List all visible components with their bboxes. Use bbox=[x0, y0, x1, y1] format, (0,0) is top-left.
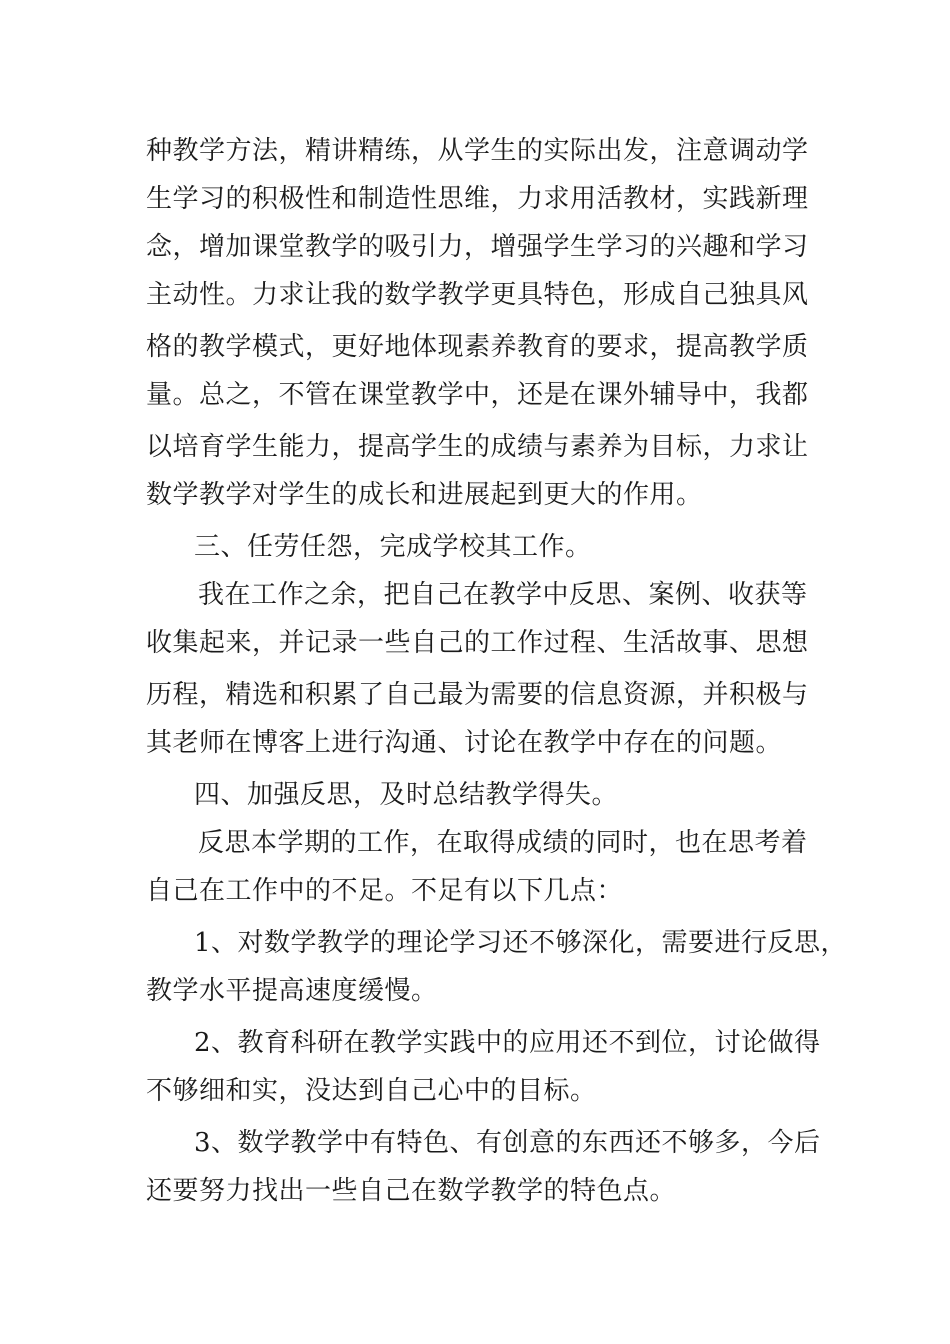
body-line: 量。总之，不管在课堂教学中，还是在课外辅导中，我都 bbox=[146, 380, 809, 410]
section-heading: 四、加强反思，及时总结教学得失。 bbox=[194, 780, 619, 810]
body-line: 以培育学生能力，提高学生的成绩与素养为目标，力求让 bbox=[146, 432, 809, 462]
list-item: 2、教育科研在教学实践中的应用还不到位，讨论做得 bbox=[194, 1028, 821, 1058]
body-line: 收集起来，并记录一些自己的工作过程、生活故事、思想 bbox=[146, 628, 809, 658]
body-line: 主动性。力求让我的数学教学更具特色，形成自己独具风 bbox=[146, 280, 809, 310]
body-line: 教学水平提高速度缓慢。 bbox=[146, 976, 438, 1006]
body-line: 我在工作之余，把自己在教学中反思、案例、收获等 bbox=[198, 580, 808, 610]
body-line: 历程，精选和积累了自己最为需要的信息资源，并积极与 bbox=[146, 680, 809, 710]
body-line: 种教学方法，精讲精练，从学生的实际出发，注意调动学 bbox=[146, 136, 809, 166]
body-line: 反思本学期的工作，在取得成绩的同时，也在思考着 bbox=[198, 828, 808, 858]
section-heading: 三、任劳任怨，完成学校其工作。 bbox=[194, 532, 592, 562]
list-item: 3、数学教学中有特色、有创意的东西还不够多，今后 bbox=[194, 1128, 821, 1158]
body-line: 其老师在博客上进行沟通、讨论在教学中存在的问题。 bbox=[146, 728, 783, 758]
body-line: 不够细和实，没达到自己心中的目标。 bbox=[146, 1076, 597, 1106]
body-line: 念，增加课堂教学的吸引力，增强学生学习的兴趣和学习 bbox=[146, 232, 809, 262]
body-line: 格的教学模式，更好地体现素养教育的要求，提高教学质 bbox=[146, 332, 809, 362]
list-item: 1、对数学教学的理论学习还不够深化，需要进行反思， bbox=[194, 928, 848, 958]
body-line: 生学习的积极性和制造性思维，力求用活教材，实践新理 bbox=[146, 184, 809, 214]
body-line: 自己在工作中的不足。不足有以下几点： bbox=[146, 876, 624, 906]
body-line: 还要努力找出一些自己在数学教学的特色点。 bbox=[146, 1176, 677, 1206]
body-line: 数学教学对学生的成长和进展起到更大的作用。 bbox=[146, 480, 703, 510]
